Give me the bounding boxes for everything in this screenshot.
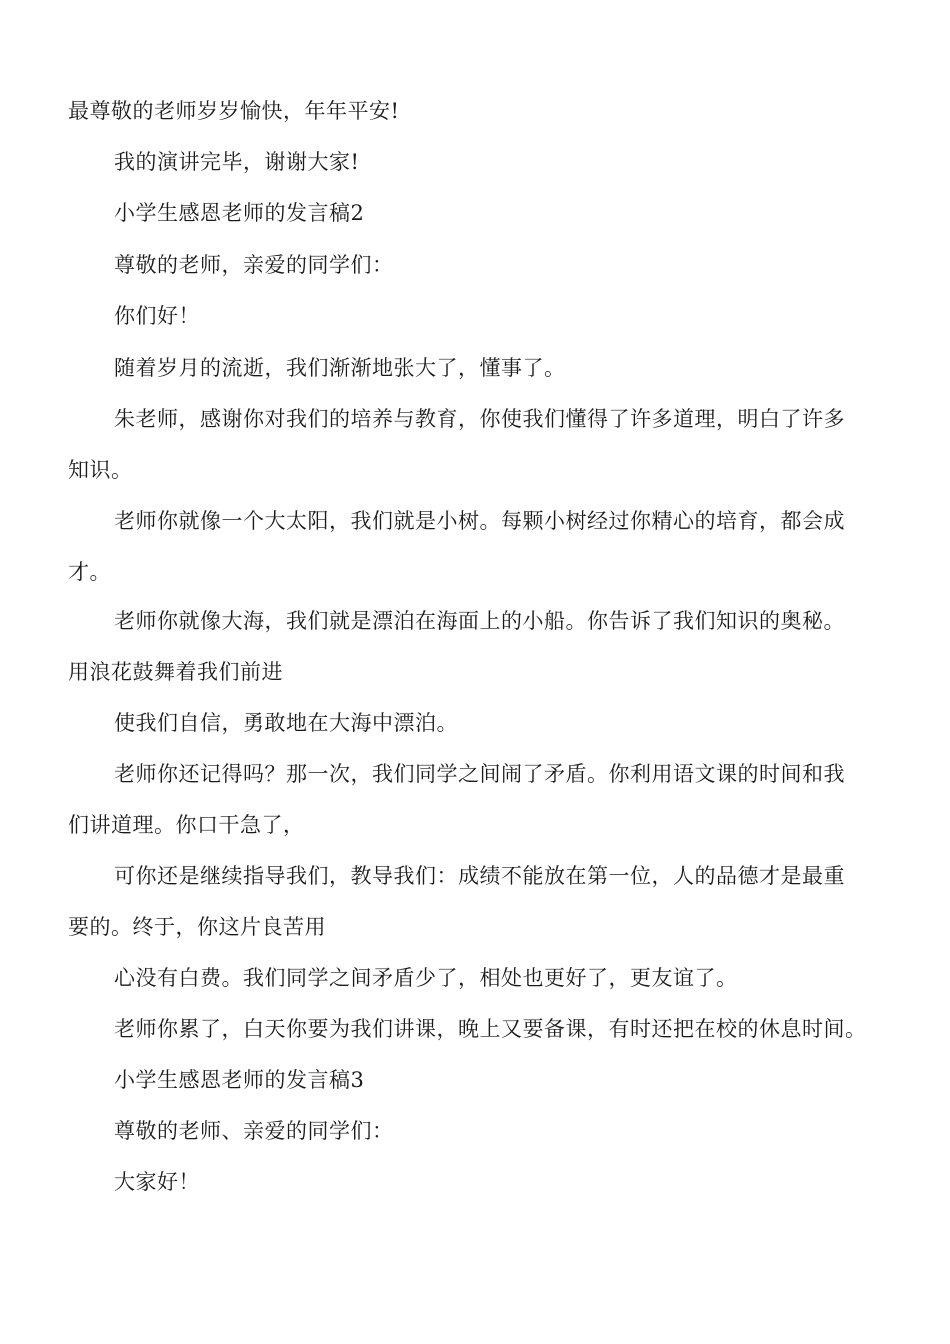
paragraph-line: 们讲道理。你口干急了， [68, 813, 305, 837]
paragraph-line: 才。 [68, 560, 111, 584]
paragraph-line: 朱老师，感谢你对我们的培养与教育，你使我们懂得了许多道理，明白了许多 [114, 407, 845, 431]
paragraph-line: 尊敬的老师，亲爱的同学们： [114, 253, 394, 277]
paragraph-line: 要的。终于，你这片良苦用 [68, 915, 326, 939]
paragraph-line: 最尊敬的老师岁岁愉快，年年平安! [68, 99, 400, 123]
paragraph-line: 随着岁月的流逝，我们渐渐地张大了，懂事了。 [114, 356, 566, 380]
paragraph-line: 大家好！ [114, 1170, 200, 1194]
paragraph-line: 尊敬的老师、亲爱的同学们： [114, 1119, 394, 1143]
section-heading: 小学生感恩老师的发言稿2 [114, 201, 365, 225]
paragraph-line: 老师你就像大海，我们就是漂泊在海面上的小船。你告诉了我们知识的奥秘。 [114, 609, 845, 633]
paragraph-line: 可你还是继续指导我们，教导我们：成绩不能放在第一位，人的品德才是最重 [114, 864, 845, 888]
paragraph-line: 知识。 [68, 458, 133, 482]
paragraph-line: 你们好！ [114, 304, 200, 328]
paragraph-line: 用浪花鼓舞着我们前进 [68, 660, 283, 684]
paragraph-line: 老师你就像一个大太阳，我们就是小树。每颗小树经过你精心的培育，都会成 [114, 509, 845, 533]
section-heading: 小学生感恩老师的发言稿3 [114, 1068, 365, 1092]
paragraph-line: 我的演讲完毕，谢谢大家! [114, 150, 360, 174]
paragraph-line: 心没有白费。我们同学之间矛盾少了，相处也更好了，更友谊了。 [114, 966, 738, 990]
paragraph-line: 老师你还记得吗？那一次，我们同学之间闹了矛盾。你利用语文课的时间和我 [114, 762, 845, 786]
paragraph-line: 使我们自信，勇敢地在大海中漂泊。 [114, 711, 458, 735]
paragraph-line: 老师你累了，白天你要为我们讲课，晚上又要备课，有时还把在校的休息时间。 [114, 1017, 867, 1041]
